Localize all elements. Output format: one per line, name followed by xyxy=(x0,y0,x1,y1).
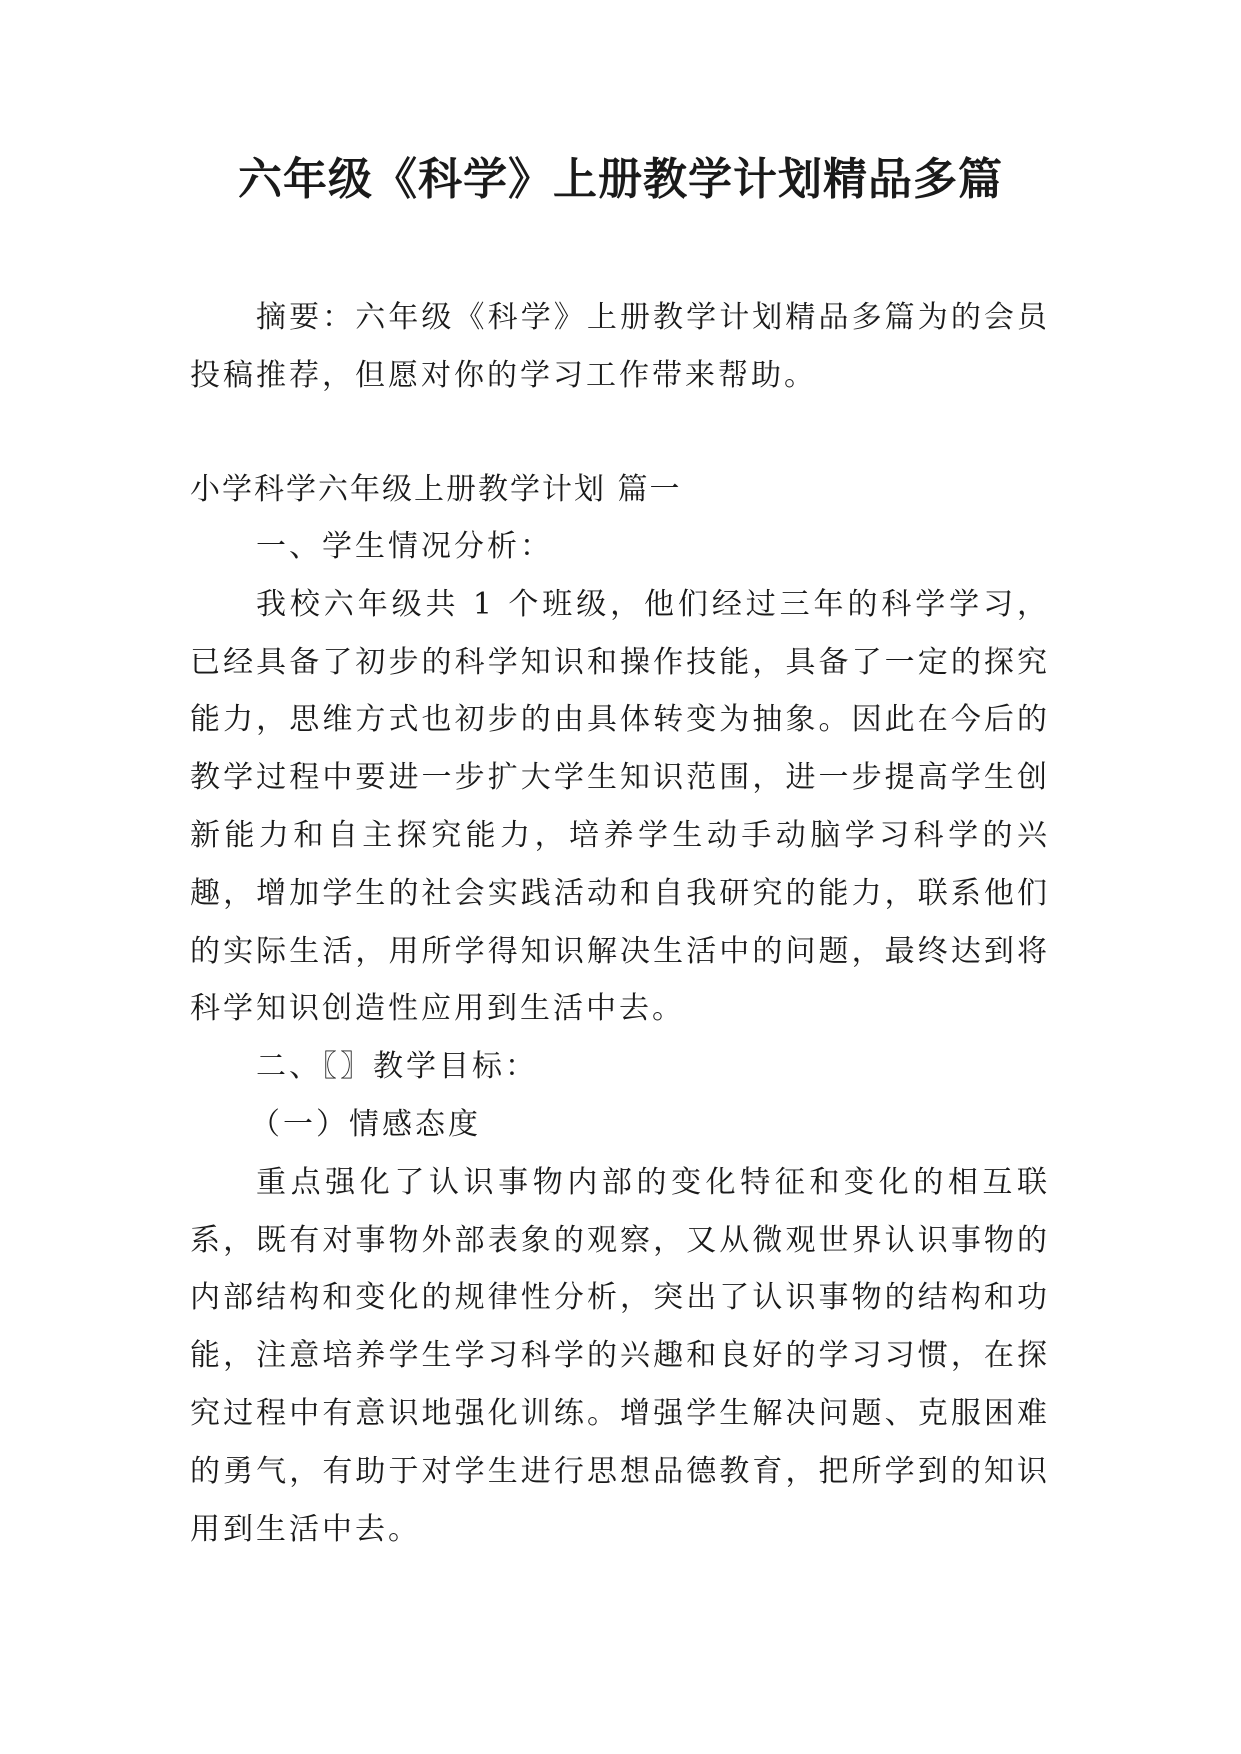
document-title: 六年级《科学》上册教学计划精品多篇 xyxy=(238,154,1003,205)
section-heading: 小学科学六年级上册教学计划 篇一 xyxy=(190,472,682,507)
subheading-teaching-goals: 二、〖〗教学目标： xyxy=(256,1049,538,1085)
subheading-student-analysis: 一、学生情况分析： xyxy=(256,529,553,564)
abstract-paragraph: 摘要：六年级《科学》上册教学计划精品多篇为的会员投稿推荐，但愿对你的学习工作带来帮助。 xyxy=(190,300,1050,393)
paragraph-student-analysis: 我校六年级共 1 个班级，他们经过三年的科学学习，已经具备了初步的科学知识和操作技能，具备了一定的探究能力，思维方式也初步的由具体转变为抽象。因此在今后的教学过程中要进一步扩大学生知识范围，进一步提高学生创新能力和自主探究能力，培养学生动手动脑学习科学的兴趣，增加学生的社会实践活动和自我研究的能力，联系他们的实际生活，用所学得知识解决生活中的问题，最终达到将科学知识创造性应用到生活中去。 xyxy=(190,586,1050,1027)
paragraph-emotion-attitude: 重点强化了认识事物内部的变化特征和变化的相互联系，既有对事物外部表象的观察，又从微观世界认识事物的内部结构和变化的规律性分析，突出了认识事物的结构和功能，注意培养学生学习科学的兴趣和良好的学习习惯，在探究过程中有意识地强化训练。增强学生解决问题、克服困难的勇气，有助于对学生进行思想品德教育，把所学到的知识用到生活中去。 xyxy=(190,1164,1050,1547)
section-content xyxy=(190,518,1050,1558)
subheading-emotion-attitude: （一）情感态度 xyxy=(250,1106,481,1142)
